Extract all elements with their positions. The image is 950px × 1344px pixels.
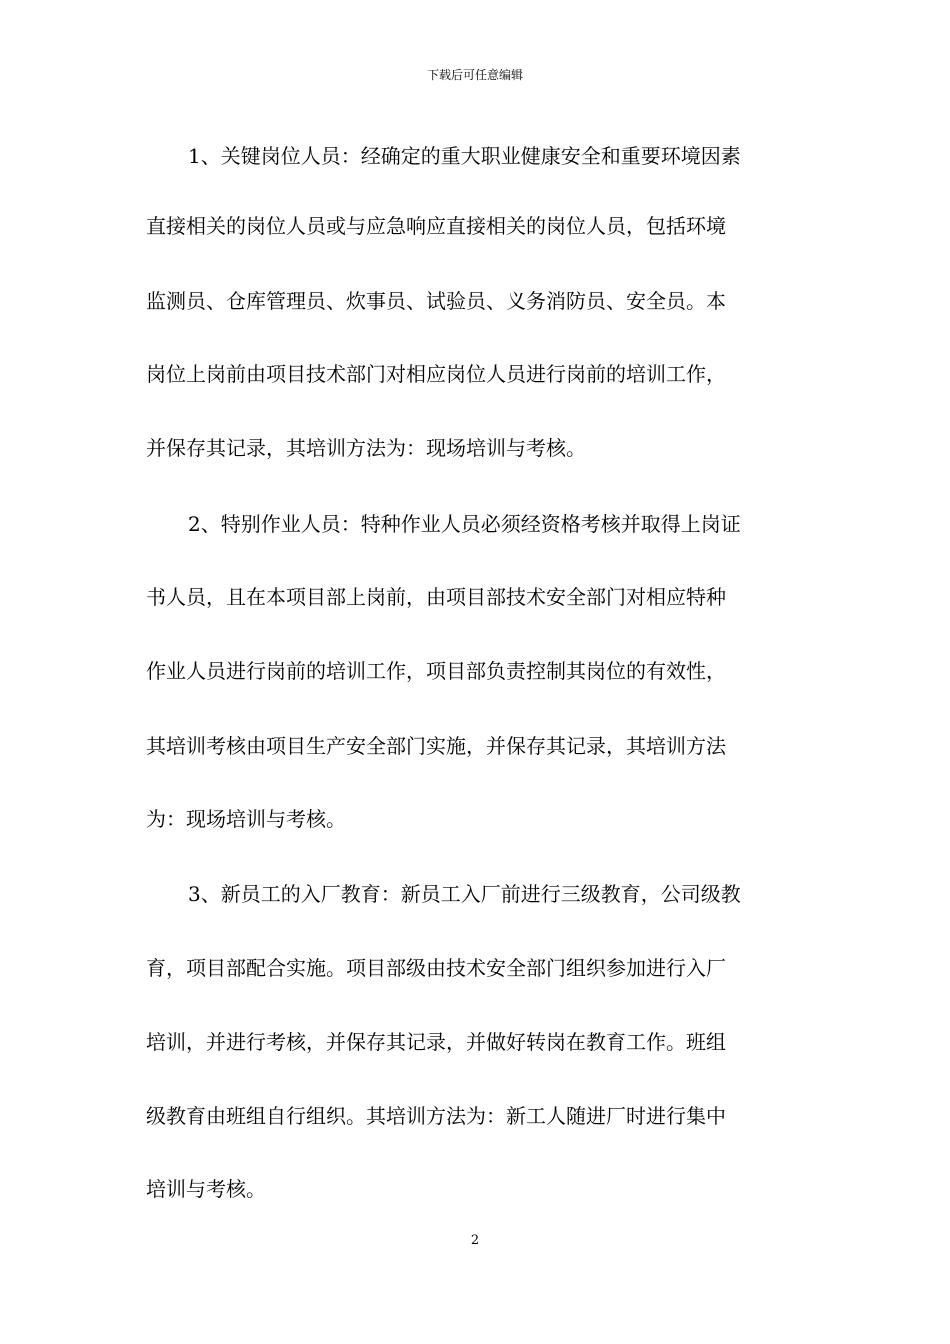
paragraph-1-line-5: 并保存其记录，其培训方法为：现场培训与考核。 bbox=[146, 436, 586, 460]
paragraph-1-line-3: 监测员、仓库管理员、炊事员、试验员、义务消防员、安全员。本 bbox=[146, 289, 726, 313]
paragraph-3-line-3: 培训，并进行考核，并保存其记录，并做好转岗在教育工作。班组 bbox=[146, 1030, 726, 1054]
paragraph-2-line-3: 作业人员进行岗前的培训工作，项目部负责控制其岗位的有效性， bbox=[146, 659, 726, 683]
paragraph-3-line-5: 培训与考核。 bbox=[146, 1177, 266, 1201]
paragraph-2-line-1: 2、特别作业人员：特种作业人员必须经资格考核并取得上岗证 bbox=[188, 512, 741, 536]
paragraph-2-line-5: 为：现场培训与考核。 bbox=[146, 807, 346, 831]
paragraph-3-line-2: 育，项目部配合实施。项目部级由技术安全部门组织参加进行入厂 bbox=[146, 956, 726, 980]
paragraph-1-line-2: 直接相关的岗位人员或与应急响应直接相关的岗位人员，包括环境 bbox=[146, 214, 726, 238]
header-note: 下载后可任意编辑 bbox=[426, 68, 523, 82]
paragraph-1-line-4: 岗位上岗前由项目技术部门对相应岗位人员进行岗前的培训工作， bbox=[146, 362, 726, 386]
paragraph-2-line-2: 书人员，且在本项目部上岗前，由项目部技术安全部门对相应特种 bbox=[146, 585, 726, 609]
page-number: 2 bbox=[470, 1233, 480, 1248]
paragraph-3-line-4: 级教育由班组自行组织。其培训方法为：新工人随进厂时进行集中 bbox=[146, 1104, 726, 1128]
paragraph-1-line-1: 1、关键岗位人员：经确定的重大职业健康安全和重要环境因素 bbox=[188, 144, 741, 168]
paragraph-3-line-1: 3、新员工的入厂教育：新员工入厂前进行三级教育，公司级教 bbox=[188, 882, 741, 906]
paragraph-2-line-4: 其培训考核由项目生产安全部门实施，并保存其记录，其培训方法 bbox=[146, 734, 726, 758]
